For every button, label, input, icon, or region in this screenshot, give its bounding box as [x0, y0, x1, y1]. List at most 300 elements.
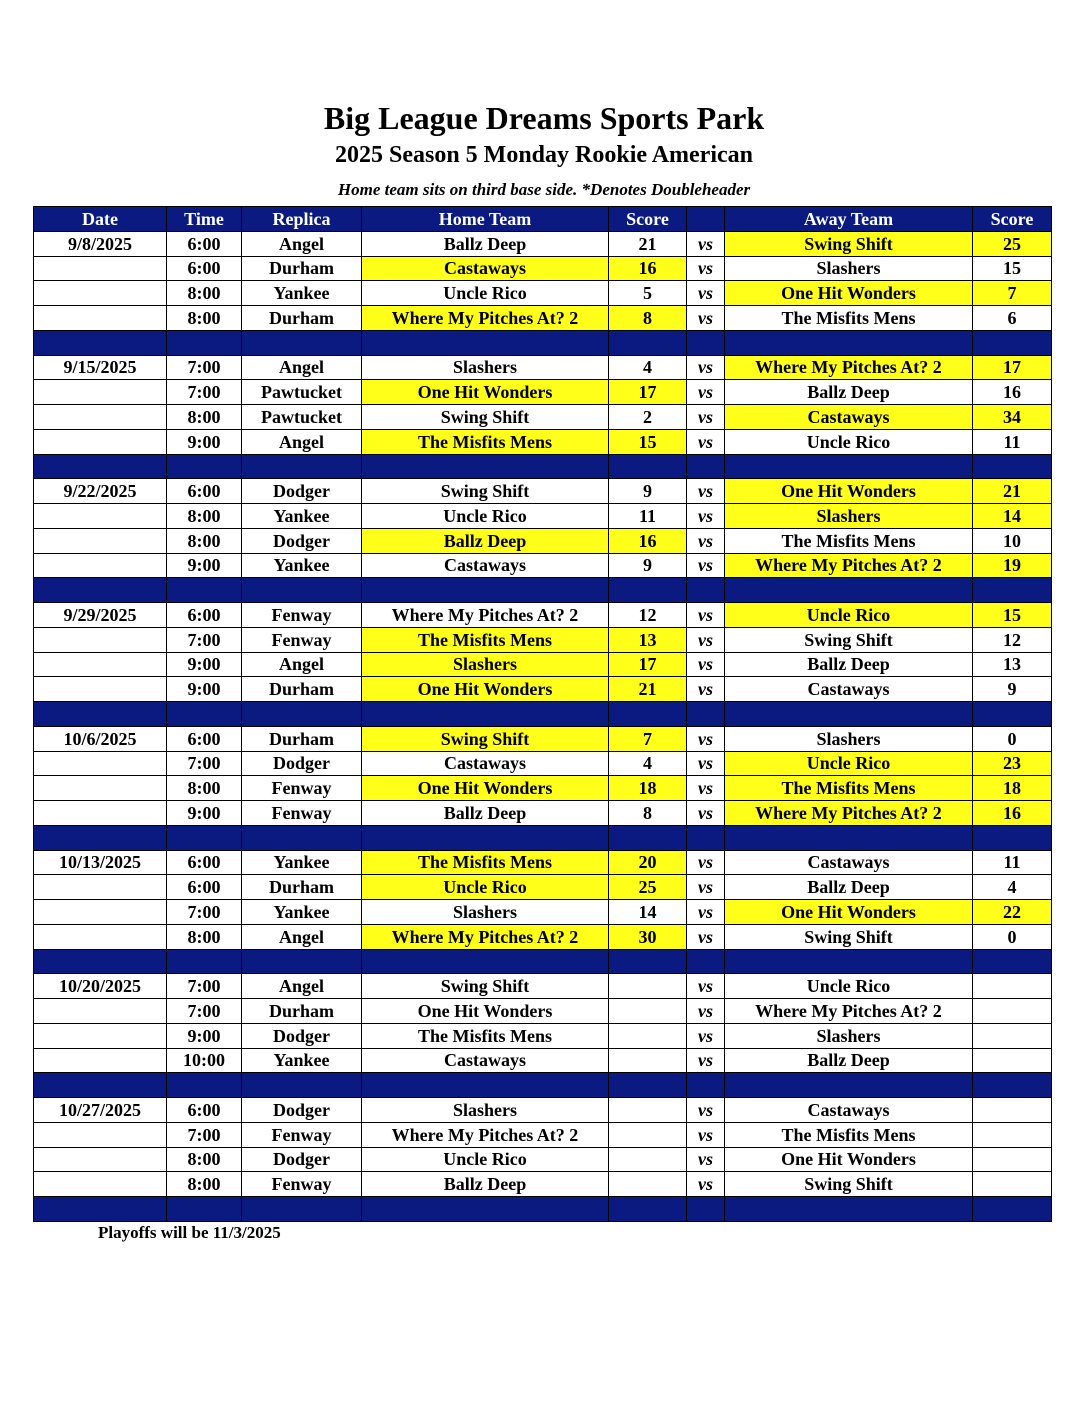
game-replica: Yankee [242, 900, 362, 925]
separator-cell [34, 454, 167, 479]
home-team: Ballz Deep [362, 801, 609, 826]
separator-cell [609, 330, 687, 355]
game-date [34, 306, 167, 331]
separator-cell [725, 1073, 973, 1098]
vs-label: vs [687, 900, 725, 925]
vs-label: vs [687, 1172, 725, 1197]
game-date [34, 924, 167, 949]
table-row [34, 1098, 1052, 1123]
away-team: Uncle Rico [725, 603, 973, 628]
schedule-table [33, 206, 1052, 1222]
vs-label: vs [687, 479, 725, 504]
away-score: 21 [973, 479, 1052, 504]
separator-cell [687, 949, 725, 974]
separator-cell [973, 825, 1052, 850]
game-time: 6:00 [167, 231, 242, 256]
game-replica: Yankee [242, 850, 362, 875]
away-team: Uncle Rico [725, 974, 973, 999]
away-score: 6 [973, 306, 1052, 331]
vs-label: vs [687, 355, 725, 380]
game-replica: Yankee [242, 281, 362, 306]
vs-label: vs [687, 504, 725, 529]
separator-cell [362, 454, 609, 479]
home-score [609, 1147, 687, 1172]
home-score: 21 [609, 677, 687, 702]
game-replica: Angel [242, 231, 362, 256]
game-replica: Angel [242, 429, 362, 454]
game-time: 7:00 [167, 627, 242, 652]
separator-cell [725, 454, 973, 479]
table-row [34, 924, 1052, 949]
vs-label: vs [687, 627, 725, 652]
game-replica: Pawtucket [242, 405, 362, 430]
table-row [34, 726, 1052, 751]
separator-cell [242, 1197, 362, 1222]
table-row [34, 999, 1052, 1024]
page-subtitle: 2025 Season 5 Monday Rookie American [334, 142, 753, 168]
away-team: The Misfits Mens [725, 776, 973, 801]
home-score: 4 [609, 751, 687, 776]
game-replica: Fenway [242, 1172, 362, 1197]
separator-cell [362, 1073, 609, 1098]
separator-cell [242, 330, 362, 355]
table-row [34, 603, 1052, 628]
home-team: Uncle Rico [362, 504, 609, 529]
game-date [34, 652, 167, 677]
game-replica: Yankee [242, 504, 362, 529]
vs-label: vs [687, 850, 725, 875]
home-score: 17 [609, 652, 687, 677]
separator-cell [362, 1197, 609, 1222]
home-score: 21 [609, 231, 687, 256]
game-time: 9:00 [167, 1023, 242, 1048]
table-row [34, 231, 1052, 256]
game-date [34, 1122, 167, 1147]
home-team: Swing Shift [362, 479, 609, 504]
away-score: 11 [973, 850, 1052, 875]
game-time: 6:00 [167, 850, 242, 875]
away-team: Castaways [725, 1098, 973, 1123]
table-row [34, 850, 1052, 875]
home-team: The Misfits Mens [362, 850, 609, 875]
home-score [609, 1023, 687, 1048]
home-score: 2 [609, 405, 687, 430]
table-row [34, 1147, 1052, 1172]
home-team: Slashers [362, 900, 609, 925]
away-team: Ballz Deep [725, 380, 973, 405]
game-replica: Angel [242, 924, 362, 949]
table-row [34, 306, 1052, 331]
away-team: Swing Shift [725, 231, 973, 256]
game-replica: Fenway [242, 776, 362, 801]
separator-cell [687, 825, 725, 850]
vs-label: vs [687, 603, 725, 628]
game-date: 9/8/2025 [34, 231, 167, 256]
table-row [34, 355, 1052, 380]
col-header-replica: Replica [242, 207, 362, 232]
game-replica: Dodger [242, 751, 362, 776]
game-replica: Dodger [242, 528, 362, 553]
vs-label: vs [687, 1048, 725, 1073]
game-replica: Angel [242, 652, 362, 677]
home-team: Ballz Deep [362, 1172, 609, 1197]
week-separator [34, 330, 1052, 355]
away-team: Castaways [725, 677, 973, 702]
game-date [34, 751, 167, 776]
separator-cell [609, 949, 687, 974]
separator-cell [242, 454, 362, 479]
home-team: One Hit Wonders [362, 677, 609, 702]
week-separator [34, 949, 1052, 974]
away-score: 15 [973, 256, 1052, 281]
home-score [609, 1098, 687, 1123]
game-date: 10/20/2025 [34, 974, 167, 999]
separator-cell [34, 330, 167, 355]
away-score [973, 999, 1052, 1024]
vs-label: vs [687, 776, 725, 801]
separator-cell [687, 702, 725, 727]
table-row [34, 479, 1052, 504]
game-time: 9:00 [167, 801, 242, 826]
game-time: 7:00 [167, 380, 242, 405]
home-team: One Hit Wonders [362, 776, 609, 801]
separator-cell [242, 949, 362, 974]
home-score: 11 [609, 504, 687, 529]
separator-cell [362, 578, 609, 603]
vs-label: vs [687, 652, 725, 677]
away-score: 17 [973, 355, 1052, 380]
col-header-away-team: Away Team [725, 207, 973, 232]
game-date [34, 875, 167, 900]
separator-cell [34, 578, 167, 603]
game-replica: Durham [242, 875, 362, 900]
game-replica: Angel [242, 974, 362, 999]
game-replica: Durham [242, 256, 362, 281]
home-team: Uncle Rico [362, 281, 609, 306]
schedule-body [34, 231, 1052, 1221]
home-score: 5 [609, 281, 687, 306]
separator-cell [725, 578, 973, 603]
vs-label: vs [687, 1098, 725, 1123]
away-score: 19 [973, 553, 1052, 578]
vs-label: vs [687, 1122, 725, 1147]
game-date [34, 281, 167, 306]
home-score: 15 [609, 429, 687, 454]
home-score [609, 1172, 687, 1197]
home-score: 7 [609, 726, 687, 751]
separator-cell [687, 578, 725, 603]
separator-cell [362, 702, 609, 727]
separator-cell [609, 578, 687, 603]
game-date [34, 1147, 167, 1172]
week-separator [34, 1073, 1052, 1098]
separator-cell [167, 825, 242, 850]
game-time: 6:00 [167, 875, 242, 900]
away-score: 22 [973, 900, 1052, 925]
game-replica: Durham [242, 726, 362, 751]
game-replica: Fenway [242, 627, 362, 652]
game-replica: Durham [242, 306, 362, 331]
game-time: 8:00 [167, 405, 242, 430]
game-time: 8:00 [167, 924, 242, 949]
table-row [34, 751, 1052, 776]
table-row [34, 380, 1052, 405]
table-row [34, 528, 1052, 553]
separator-cell [973, 454, 1052, 479]
separator-cell [167, 702, 242, 727]
home-score: 8 [609, 306, 687, 331]
home-team: One Hit Wonders [362, 380, 609, 405]
game-date [34, 1023, 167, 1048]
away-team: Slashers [725, 504, 973, 529]
home-score: 12 [609, 603, 687, 628]
game-time: 9:00 [167, 429, 242, 454]
table-row [34, 1122, 1052, 1147]
home-team: Uncle Rico [362, 875, 609, 900]
col-header-home-score: Score [609, 207, 687, 232]
away-score: 0 [973, 924, 1052, 949]
vs-label: vs [687, 751, 725, 776]
vs-label: vs [687, 429, 725, 454]
table-row [34, 652, 1052, 677]
away-team: The Misfits Mens [725, 1122, 973, 1147]
separator-cell [167, 454, 242, 479]
game-date: 9/15/2025 [34, 355, 167, 380]
separator-cell [687, 1073, 725, 1098]
away-score [973, 1147, 1052, 1172]
table-row [34, 627, 1052, 652]
away-team: Slashers [725, 256, 973, 281]
game-time: 10:00 [167, 1048, 242, 1073]
away-score [973, 1048, 1052, 1073]
game-time: 7:00 [167, 355, 242, 380]
table-row [34, 504, 1052, 529]
home-score: 4 [609, 355, 687, 380]
home-score: 16 [609, 256, 687, 281]
vs-label: vs [687, 405, 725, 430]
game-date [34, 776, 167, 801]
separator-cell [973, 702, 1052, 727]
separator-cell [34, 1197, 167, 1222]
home-team: One Hit Wonders [362, 999, 609, 1024]
home-team: Slashers [362, 1098, 609, 1123]
page-title: Big League Dreams Sports Park [323, 100, 765, 136]
home-score: 16 [609, 528, 687, 553]
game-replica: Dodger [242, 479, 362, 504]
week-separator [34, 1197, 1052, 1222]
col-header-home-team: Home Team [362, 207, 609, 232]
separator-cell [34, 949, 167, 974]
separator-cell [609, 454, 687, 479]
game-date [34, 801, 167, 826]
away-score: 18 [973, 776, 1052, 801]
table-row [34, 281, 1052, 306]
game-replica: Durham [242, 999, 362, 1024]
vs-label: vs [687, 306, 725, 331]
separator-cell [362, 330, 609, 355]
table-row [34, 553, 1052, 578]
table-row [34, 1023, 1052, 1048]
week-separator [34, 454, 1052, 479]
away-score: 15 [973, 603, 1052, 628]
vs-label: vs [687, 726, 725, 751]
game-time: 9:00 [167, 652, 242, 677]
game-date [34, 627, 167, 652]
separator-cell [362, 825, 609, 850]
separator-cell [609, 1073, 687, 1098]
separator-cell [725, 825, 973, 850]
game-date: 9/22/2025 [34, 479, 167, 504]
vs-label: vs [687, 677, 725, 702]
home-score: 14 [609, 900, 687, 925]
home-score: 17 [609, 380, 687, 405]
game-date [34, 900, 167, 925]
away-team: Swing Shift [725, 1172, 973, 1197]
home-score [609, 1122, 687, 1147]
game-date [34, 429, 167, 454]
away-score: 14 [973, 504, 1052, 529]
game-replica: Fenway [242, 801, 362, 826]
separator-cell [167, 949, 242, 974]
away-team: Where My Pitches At? 2 [725, 999, 973, 1024]
game-date [34, 553, 167, 578]
game-time: 6:00 [167, 479, 242, 504]
separator-cell [973, 1197, 1052, 1222]
playoffs-note: Playoffs will be 11/3/2025 [98, 1223, 281, 1242]
away-team: Swing Shift [725, 924, 973, 949]
separator-cell [725, 1197, 973, 1222]
game-date: 10/27/2025 [34, 1098, 167, 1123]
separator-cell [973, 330, 1052, 355]
game-time: 7:00 [167, 900, 242, 925]
game-time: 8:00 [167, 504, 242, 529]
home-score: 20 [609, 850, 687, 875]
away-score: 23 [973, 751, 1052, 776]
vs-label: vs [687, 875, 725, 900]
col-header-vs [687, 207, 725, 232]
away-team: One Hit Wonders [725, 479, 973, 504]
away-score [973, 1023, 1052, 1048]
home-score [609, 1048, 687, 1073]
game-time: 6:00 [167, 726, 242, 751]
game-date: 9/29/2025 [34, 603, 167, 628]
game-time: 7:00 [167, 1122, 242, 1147]
separator-cell [167, 578, 242, 603]
vs-label: vs [687, 801, 725, 826]
separator-cell [725, 949, 973, 974]
away-team: One Hit Wonders [725, 281, 973, 306]
separator-cell [973, 1073, 1052, 1098]
game-replica: Fenway [242, 1122, 362, 1147]
col-header-date: Date [34, 207, 167, 232]
home-team: Where My Pitches At? 2 [362, 1122, 609, 1147]
game-date [34, 504, 167, 529]
away-team: One Hit Wonders [725, 900, 973, 925]
away-team: Uncle Rico [725, 429, 973, 454]
separator-cell [609, 825, 687, 850]
table-row [34, 875, 1052, 900]
home-team: The Misfits Mens [362, 1023, 609, 1048]
game-date [34, 677, 167, 702]
game-time: 7:00 [167, 974, 242, 999]
home-team: Slashers [362, 652, 609, 677]
game-replica: Dodger [242, 1023, 362, 1048]
game-time: 8:00 [167, 1147, 242, 1172]
game-date [34, 999, 167, 1024]
vs-label: vs [687, 256, 725, 281]
vs-label: vs [687, 1147, 725, 1172]
separator-cell [973, 578, 1052, 603]
separator-cell [34, 702, 167, 727]
game-time: 6:00 [167, 256, 242, 281]
away-score: 34 [973, 405, 1052, 430]
away-team: The Misfits Mens [725, 306, 973, 331]
separator-cell [609, 702, 687, 727]
home-score: 9 [609, 553, 687, 578]
away-team: Slashers [725, 1023, 973, 1048]
away-score: 7 [973, 281, 1052, 306]
vs-label: vs [687, 924, 725, 949]
separator-cell [242, 825, 362, 850]
separator-cell [687, 330, 725, 355]
separator-cell [34, 825, 167, 850]
away-score: 16 [973, 380, 1052, 405]
separator-cell [725, 330, 973, 355]
table-row [34, 776, 1052, 801]
home-team: Ballz Deep [362, 528, 609, 553]
game-replica: Angel [242, 355, 362, 380]
home-team: Where My Pitches At? 2 [362, 924, 609, 949]
table-row [34, 429, 1052, 454]
home-team: The Misfits Mens [362, 627, 609, 652]
home-team: Swing Shift [362, 405, 609, 430]
game-date [34, 1048, 167, 1073]
separator-cell [687, 454, 725, 479]
home-score: 30 [609, 924, 687, 949]
away-score [973, 974, 1052, 999]
away-score: 25 [973, 231, 1052, 256]
away-score: 12 [973, 627, 1052, 652]
home-team: Ballz Deep [362, 231, 609, 256]
game-time: 8:00 [167, 528, 242, 553]
game-date [34, 256, 167, 281]
home-team: The Misfits Mens [362, 429, 609, 454]
vs-label: vs [687, 281, 725, 306]
separator-cell [725, 702, 973, 727]
schedule-note: Home team sits on third base side. *Denotes Doubleheader [337, 180, 751, 199]
away-team: Ballz Deep [725, 652, 973, 677]
home-score [609, 999, 687, 1024]
vs-label: vs [687, 1023, 725, 1048]
away-score: 10 [973, 528, 1052, 553]
home-team: Slashers [362, 355, 609, 380]
away-score: 11 [973, 429, 1052, 454]
game-date [34, 380, 167, 405]
vs-label: vs [687, 231, 725, 256]
table-row [34, 900, 1052, 925]
away-team: Swing Shift [725, 627, 973, 652]
table-row [34, 677, 1052, 702]
home-score: 18 [609, 776, 687, 801]
home-team: Where My Pitches At? 2 [362, 603, 609, 628]
game-time: 6:00 [167, 1098, 242, 1123]
table-row [34, 256, 1052, 281]
table-row [34, 1048, 1052, 1073]
header-row [34, 207, 1052, 232]
away-score: 0 [973, 726, 1052, 751]
game-replica: Yankee [242, 1048, 362, 1073]
away-team: Ballz Deep [725, 1048, 973, 1073]
